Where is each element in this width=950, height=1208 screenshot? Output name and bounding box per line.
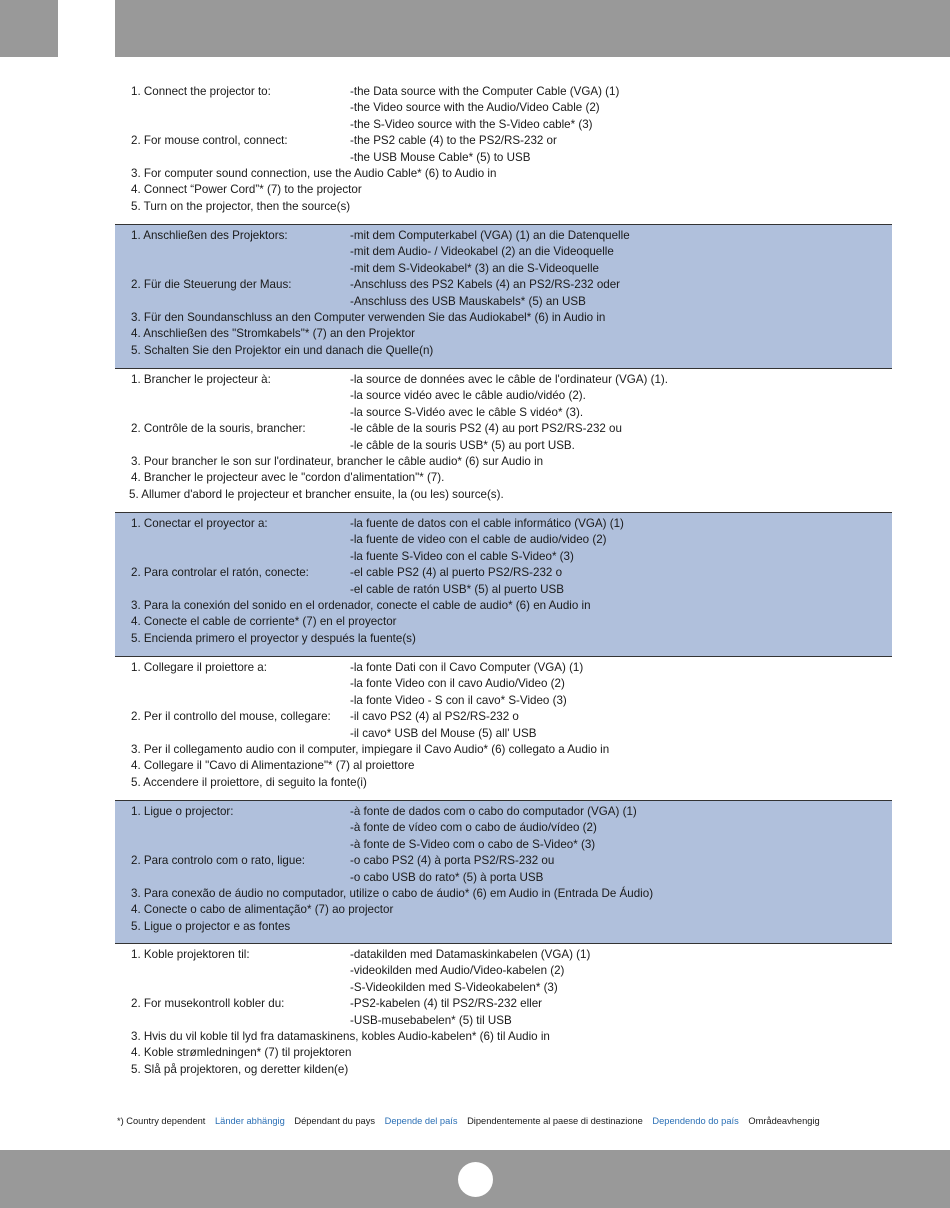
footnote-de: Länder abhängig	[214, 1116, 285, 1126]
list-item	[131, 150, 892, 166]
list-item	[131, 660, 892, 676]
row-value: -videokilden med Audio/Video-kabelen (2)	[350, 964, 565, 978]
row-value: -la fonte Dati con il Cavo Computer (VGA) (1)	[350, 661, 584, 674]
row-value: -la fuente S-Video con el cable S-Video* (3)	[350, 549, 574, 563]
row-label: 1. Conectar el proyector a:	[131, 517, 268, 530]
list-item	[131, 853, 892, 869]
row-label: 4. Conecte el cable de corriente* (7) en el proyector	[131, 615, 397, 629]
footnote-no: Områdeavhengig	[748, 1116, 820, 1126]
list-item	[131, 947, 892, 963]
row-value: -la source vidéo avec le câble audio/vidéo (2).	[350, 389, 586, 403]
row-value: -il cavo PS2 (4) al PS2/RS-232 o	[350, 710, 519, 724]
list-item	[131, 244, 892, 260]
row-value: -the S-Video source with the S-Video cable* (3)	[350, 117, 593, 131]
list-item	[131, 326, 892, 342]
list-item	[131, 343, 892, 359]
section-divider	[115, 656, 892, 657]
list-item	[131, 726, 892, 742]
row-value: -la source S-Vidéo avec le câble S vidéo* (3).	[350, 405, 584, 419]
row-value: -the Video source with the Audio/Video Cable (2)	[350, 101, 600, 115]
row-label: 2. For mouse control, connect:	[131, 134, 288, 148]
header-tab	[58, 0, 115, 57]
list-item	[131, 631, 892, 647]
row-label: 4. Anschließen des "Stromkabels"* (7) an den Projektor	[131, 327, 416, 341]
list-item	[131, 549, 892, 565]
row-value: -la fonte Video con il cavo Audio/Video (2)	[350, 677, 565, 691]
list-item	[131, 100, 892, 116]
list-item	[131, 1045, 892, 1061]
list-item	[131, 693, 892, 709]
list-item	[131, 758, 892, 774]
row-value: -mit dem S-Videokabel* (3) an die S-Videoquelle	[350, 261, 599, 275]
row-value: -le câble de la souris USB* (5) au port USB.	[350, 438, 575, 452]
row-label: 2. Contrôle de la souris, brancher:	[131, 422, 306, 436]
row-value: -à fonte de S-Video com o cabo de S-Video* (3)	[350, 837, 596, 851]
list-item	[131, 294, 892, 310]
footnote-fr: Dépendant du pays	[294, 1116, 376, 1126]
list-item	[131, 963, 892, 979]
row-label: 3. Per il collegamento audio con il computer, impiegare il Cavo Audio* (6) collegato a Audio in	[131, 742, 610, 756]
row-value: -el cable PS2 (4) al puerto PS2/RS-232 o	[350, 566, 563, 580]
row-label: 3. Für den Soundanschluss an den Computer verwenden Sie das Audiokabel* (6) in Audio in	[131, 310, 606, 324]
list-item	[131, 902, 892, 918]
row-value: -la fuente de datos con el cable informático (VGA) (1)	[350, 517, 624, 530]
row-value: -à fonte de dados com o cabo do computador (VGA) (1)	[350, 805, 637, 818]
row-label: 4. Conecte o cabo de alimentação* (7) ao projector	[131, 903, 394, 917]
footnote-it: Dipendentemente al paese di destinazione	[467, 1116, 643, 1126]
list-item	[131, 166, 892, 182]
row-label: 1. Brancher le projecteur à:	[131, 373, 271, 386]
row-value: -la source de données avec le câble de l'ordinateur (VGA) (1).	[350, 373, 668, 386]
list-item	[131, 277, 892, 293]
row-label: 1. Ligue o projector:	[131, 805, 234, 818]
row-label: 4. Koble strømledningen* (7) til projektoren	[131, 1046, 352, 1060]
list-item	[131, 820, 892, 836]
row-label: 3. Pour brancher le son sur l'ordinateur, brancher le câble audio* (6) sur Audio in	[131, 454, 544, 468]
row-value: -mit dem Computerkabel (VGA) (1) an die Datenquelle	[350, 229, 630, 242]
row-label: 1. Connect the projector to:	[131, 85, 271, 98]
row-value: -o cabo USB do rato* (5) à porta USB	[350, 870, 544, 884]
list-item	[131, 182, 892, 198]
row-value: -el cable de ratón USB* (5) al puerto USB	[350, 582, 564, 596]
list-item	[131, 372, 892, 388]
row-value: -la fonte Video - S con il cavo* S-Video (3)	[350, 693, 567, 707]
row-value: -Anschluss des PS2 Kabels (4) an PS2/RS-232 oder	[350, 278, 621, 292]
list-item	[131, 1013, 892, 1029]
row-label: 5. Schalten Sie den Projektor ein und danach die Quelle(n)	[131, 343, 434, 357]
row-value: -the USB Mouse Cable* (5) to USB	[350, 150, 531, 164]
list-item	[131, 996, 892, 1012]
row-value: -the PS2 cable (4) to the PS2/RS-232 or	[350, 134, 557, 148]
row-label: 1. Anschließen des Projektors:	[131, 229, 288, 242]
row-label: 4. Brancher le projecteur avec le "cordon d'alimentation"* (7).	[131, 471, 445, 485]
list-item	[131, 470, 892, 486]
list-item	[131, 676, 892, 692]
section-portuguese	[115, 801, 892, 943]
row-value: -mit dem Audio- / Videokabel (2) an die Videoquelle	[350, 245, 614, 259]
section-divider	[115, 368, 892, 369]
list-item	[131, 516, 892, 532]
row-value: -le câble de la souris PS2 (4) au port PS2/RS-232 ou	[350, 422, 622, 436]
list-item	[131, 582, 892, 598]
row-value: -la fuente de video con el cable de audio/video (2)	[350, 533, 607, 547]
row-label: 1. Koble projektoren til:	[131, 948, 250, 961]
header-bar	[0, 0, 950, 57]
list-item	[131, 598, 892, 614]
row-label: 5. Accendere il proiettore, di seguito la fonte(i)	[131, 775, 367, 789]
list-item	[131, 438, 892, 454]
section-french	[115, 372, 892, 503]
list-item	[131, 199, 892, 215]
row-label: 5. Ligue o projector e as fontes	[131, 919, 291, 933]
row-value: -Anschluss des USB Mauskabels* (5) an USB	[350, 294, 586, 308]
row-label: 3. Para la conexión del sonido en el ordenador, conecte el cable de audio* (6) en Audio in	[131, 598, 591, 612]
row-label: 3. Hvis du vil koble til lyd fra datamaskinens, kobles Audio-kabelen* (6) til Audio in	[131, 1029, 550, 1043]
footnote-pt: Dependendo do país	[652, 1116, 739, 1126]
row-label: 2. Para controlo com o rato, ligue:	[131, 854, 305, 868]
row-label: 2. Für die Steuerung der Maus:	[131, 278, 292, 292]
row-value: -USB-musebabelen* (5) til USB	[350, 1013, 512, 1027]
list-item	[131, 310, 892, 326]
row-label: 3. For computer sound connection, use the Audio Cable* (6) to Audio in	[131, 166, 497, 180]
list-item	[131, 388, 892, 404]
row-label: 4. Connect “Power Cord”* (7) to the projector	[131, 183, 362, 197]
row-label: 5. Slå på projektoren, og deretter kilden(e)	[131, 1062, 349, 1076]
footnote	[117, 1116, 827, 1126]
row-value: -PS2-kabelen (4) til PS2/RS-232 eller	[350, 997, 543, 1011]
list-item	[131, 804, 892, 820]
row-value: -S-Videokilden med S-Videokabelen* (3)	[350, 980, 558, 994]
list-item	[131, 261, 892, 277]
row-label: 1. Collegare il proiettore a:	[131, 661, 267, 674]
list-item	[131, 565, 892, 581]
row-label: 2. For musekontroll kobler du:	[131, 997, 285, 1011]
row-value: -il cavo* USB del Mouse (5) all' USB	[350, 726, 537, 740]
footnote-es: Depende del país	[384, 1116, 458, 1126]
section-english	[115, 84, 892, 215]
section-norwegian	[115, 947, 892, 1078]
section-italian	[115, 660, 892, 791]
list-item	[131, 487, 892, 503]
row-label: 3. Para conexão de áudio no computador, utilize o cabo de áudio* (6) em Audio in (Entrada De Áudio)	[131, 886, 654, 900]
list-item	[131, 532, 892, 548]
row-label: 5. Turn on the projector, then the source(s)	[131, 199, 351, 213]
page-number-circle	[458, 1162, 493, 1197]
list-item	[131, 742, 892, 758]
list-item	[131, 837, 892, 853]
row-label: 2. Para controlar el ratón, conecte:	[131, 566, 309, 580]
list-item	[131, 614, 892, 630]
section-spanish	[115, 513, 892, 656]
row-label: 5. Encienda primero el proyector y después la fuente(s)	[131, 631, 416, 645]
list-item	[131, 919, 892, 935]
list-item	[131, 117, 892, 133]
row-value: -the Data source with the Computer Cable (VGA) (1)	[350, 85, 620, 98]
section-divider	[115, 943, 892, 944]
section-german	[115, 225, 892, 368]
row-value: -o cabo PS2 (4) à porta PS2/RS-232 ou	[350, 854, 555, 868]
list-item	[131, 775, 892, 791]
row-label: 4. Collegare il "Cavo di Alimentazione"* (7) al proiettore	[131, 759, 415, 773]
list-item	[131, 886, 892, 902]
list-item	[131, 133, 892, 149]
list-item	[131, 405, 892, 421]
list-item	[131, 980, 892, 996]
row-label: 2. Per il controllo del mouse, collegare:	[131, 710, 331, 724]
list-item	[131, 709, 892, 725]
list-item	[131, 228, 892, 244]
list-item	[131, 454, 892, 470]
row-value: -à fonte de vídeo com o cabo de áudio/vídeo (2)	[350, 821, 597, 835]
row-value: -datakilden med Datamaskinkabelen (VGA) (1)	[350, 948, 591, 961]
list-item	[131, 870, 892, 886]
list-item	[131, 1029, 892, 1045]
list-item	[131, 84, 892, 100]
footnote-en: *) Country dependent	[117, 1116, 206, 1126]
list-item	[131, 1062, 892, 1078]
list-item	[131, 421, 892, 437]
row-label: 5. Allumer d'abord le projecteur et brancher ensuite, la (ou les) source(s).	[129, 487, 504, 501]
